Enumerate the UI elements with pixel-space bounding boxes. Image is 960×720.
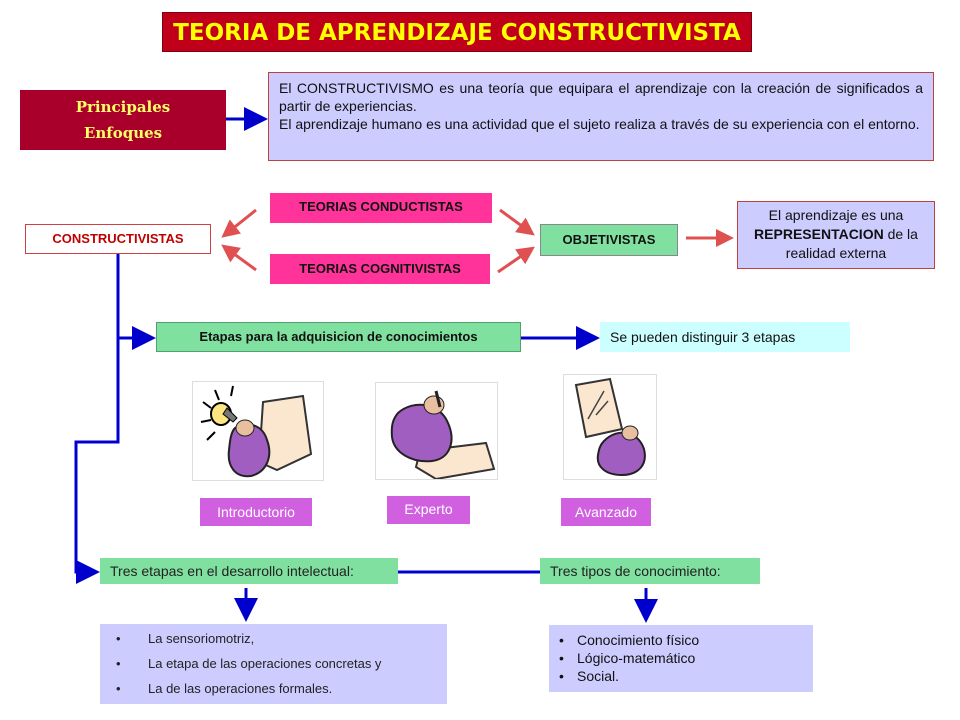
constructivismo-definition-box (268, 72, 934, 161)
arrow-cognitivistas-constructivistas (226, 248, 256, 270)
intro-paragraph-2: El aprendizaje humano es una actividad que el sujeto realiza a través de su experiencia con el entorno. (279, 116, 920, 132)
stage-label-experto: Experto (387, 496, 470, 524)
constructivistas-box: CONSTRUCTIVISTAS (25, 224, 211, 254)
objetivistas-box: OBJETIVISTAS (540, 224, 678, 256)
desarrollo-list-box (100, 624, 447, 704)
representacion-bold: REPRESENTACION (754, 226, 884, 242)
representacion-post: de la realidad externa (785, 226, 918, 261)
tipos-conocimiento-box: Tres tipos de conocimiento: (540, 558, 760, 584)
representacion-box (737, 201, 935, 269)
principales-enfoques-box (20, 90, 226, 150)
intro-paragraph-1: El CONSTRUCTIVISMO es una teoría que equipara el aprendizaje con la creación de significados a partir de experiencias. (279, 80, 923, 114)
connector-constructivistas-tree (118, 254, 150, 338)
introductorio-clipart (192, 381, 324, 481)
stage-label-introductorio: Introductorio (200, 498, 312, 526)
representacion-pre: El aprendizaje es una (768, 207, 904, 223)
arrow-conductistas-objetivistas (500, 210, 530, 232)
desarrollo-intelectual-box: Tres etapas en el desarrollo intelectual: (100, 558, 398, 584)
list-item: • La sensoriomotriz, (100, 628, 447, 650)
principales-line1: Principales (75, 98, 171, 116)
connector-to-desarrollo (76, 338, 118, 572)
conocimiento-list-box (549, 625, 813, 692)
teorias-conductistas-box: TEORIAS CONDUCTISTAS (270, 193, 492, 223)
list-item: • La de las operaciones formales. (100, 678, 447, 700)
list-item: • Conocimiento físico (549, 631, 813, 649)
teorias-cognitivistas-box: TEORIAS COGNITIVISTAS (270, 254, 490, 284)
avanzado-clipart (563, 374, 657, 480)
conocimiento-list (549, 631, 813, 685)
arrow-cognitivistas-objetivistas (498, 250, 530, 272)
page-title: TEORIA DE APRENDIZAJE CONSTRUCTIVISTA (162, 12, 752, 52)
list-item: • Lógico-matemático (549, 649, 813, 667)
experto-clipart (375, 382, 498, 480)
list-item: • La etapa de las operaciones concretas y (100, 653, 447, 675)
arrow-conductistas-constructivistas (226, 210, 256, 234)
stage-label-avanzado: Avanzado (561, 498, 651, 526)
desarrollo-list (100, 628, 447, 700)
list-item: • Social. (549, 667, 813, 685)
tres-etapas-note: Se pueden distinguir 3 etapas (600, 322, 850, 352)
principales-line2: Enfoques (83, 124, 163, 142)
etapas-adquisicion-box: Etapas para la adquisicion de conocimientos (156, 322, 521, 352)
